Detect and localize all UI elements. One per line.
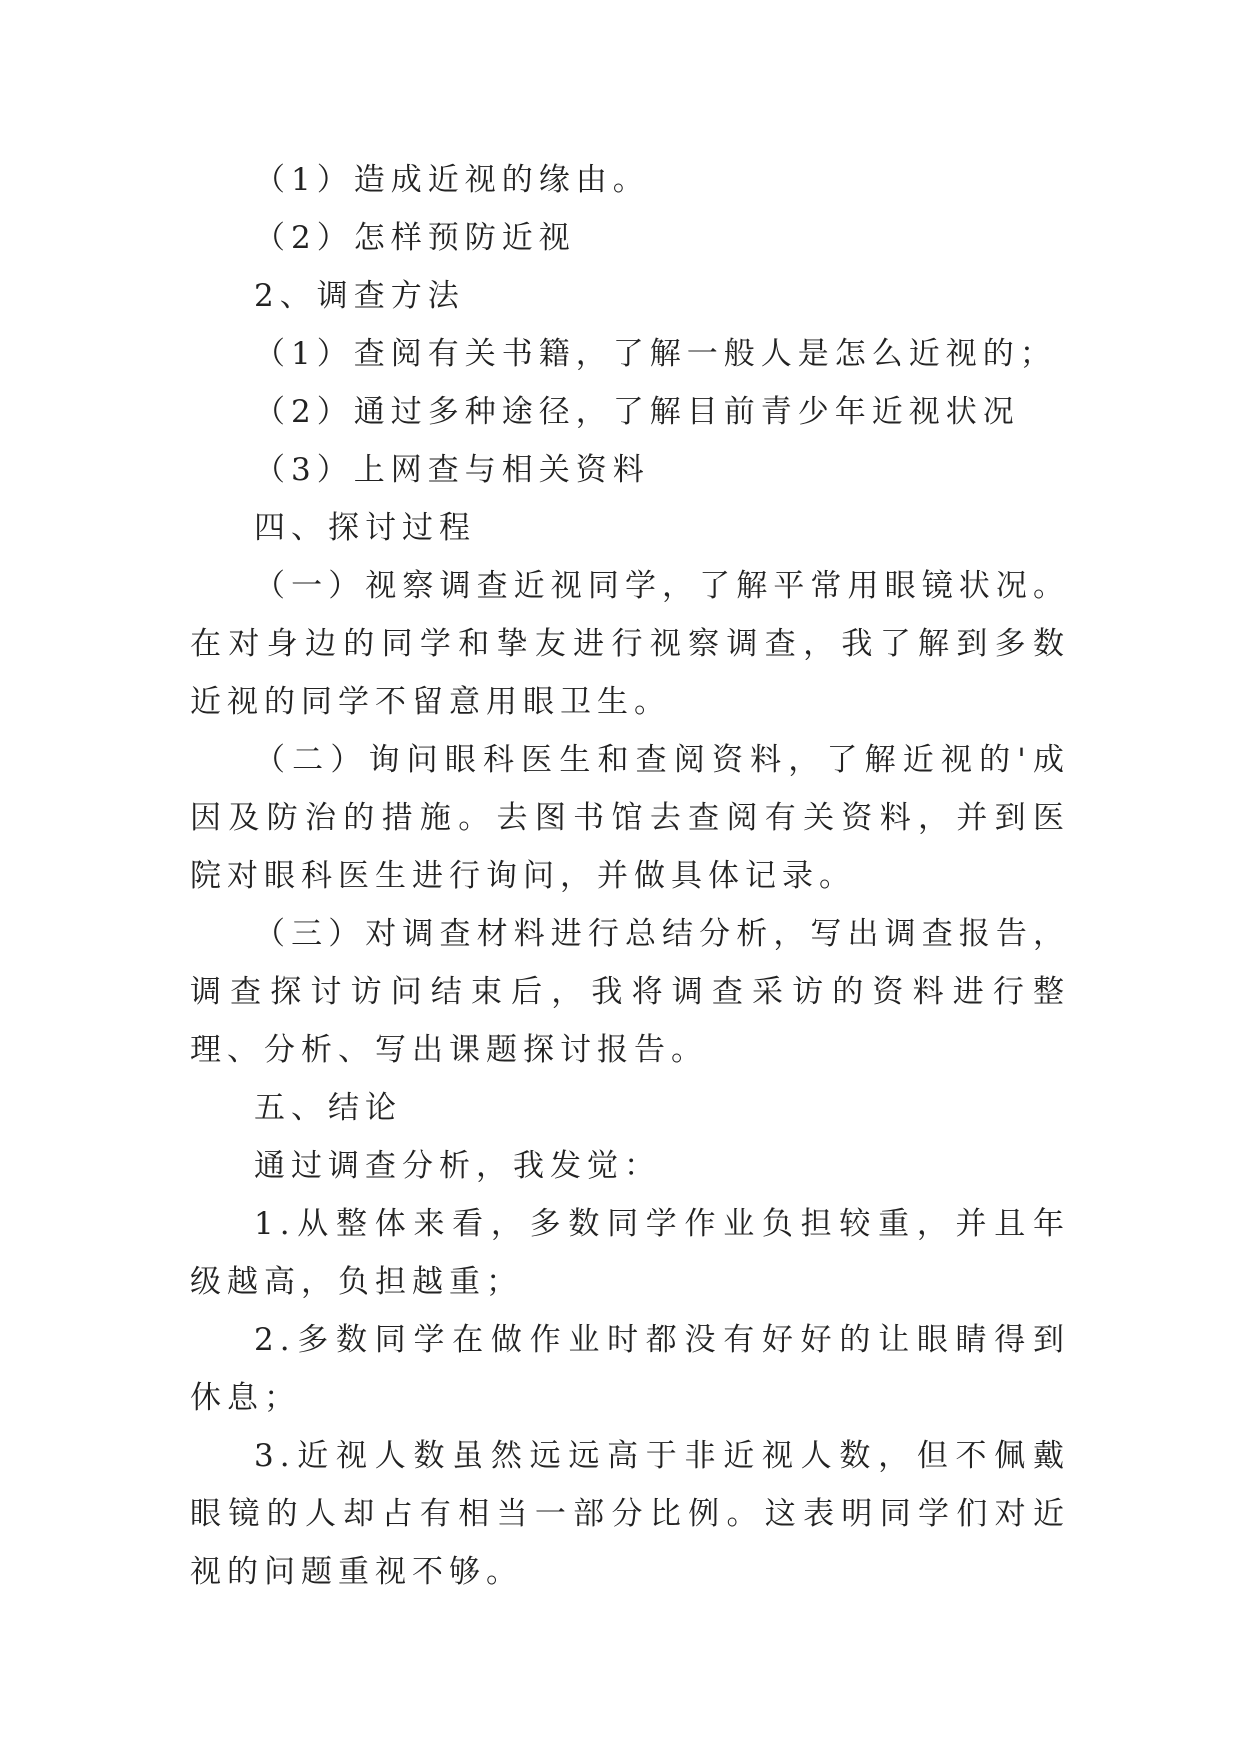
document-body (190, 151, 1070, 1601)
paragraph-prevention-item: （2）怎样预防近视 (254, 220, 576, 256)
paragraph-conclusion-2: 2.多数同学在做作业时都没有好好的让眼睛得到休息； (190, 1322, 1070, 1416)
paragraph-process-3: （三）对调查材料进行总结分析，写出调查报告，调查探讨访问结束后，我将调查采访的资料进行整理、分析、写出课题探讨报告。 (190, 916, 1070, 1068)
paragraph-process-2: （二）询问眼科医生和查阅资料，了解近视的'成因及防治的措施。去图书馆去查阅有关资料，并到医院对眼科医生进行询问，并做具体记录。 (190, 742, 1070, 894)
paragraph-conclusion-1: 1.从整体来看，多数同学作业负担较重，并且年级越高，负担越重； (190, 1206, 1070, 1300)
paragraph-method-3: （3）上网查与相关资料 (254, 452, 650, 488)
section-heading-process: 四、探讨过程 (254, 510, 476, 546)
paragraph-conclusion-intro: 通过调查分析，我发觉： (254, 1148, 661, 1184)
paragraph-method-2: （2）通过多种途径，了解目前青少年近视状况 (254, 394, 1020, 430)
section-heading-conclusion: 五、结论 (254, 1090, 402, 1126)
paragraph-method-1: （1）查阅有关书籍，了解一般人是怎么近视的； (254, 336, 1057, 372)
section-heading-methods: 2、调查方法 (254, 278, 465, 314)
paragraph-process-1: （一）视察调查近视同学，了解平常用眼镜状况。在对身边的同学和挚友进行视察调查，我了解到多数近视的同学不留意用眼卫生。 (190, 568, 1070, 720)
paragraph-cause-item: （1）造成近视的缘由。 (254, 162, 650, 198)
paragraph-conclusion-3: 3.近视人数虽然远远高于非近视人数，但不佩戴眼镜的人却占有相当一部分比例。这表明同学们对近视的问题重视不够。 (190, 1438, 1070, 1590)
